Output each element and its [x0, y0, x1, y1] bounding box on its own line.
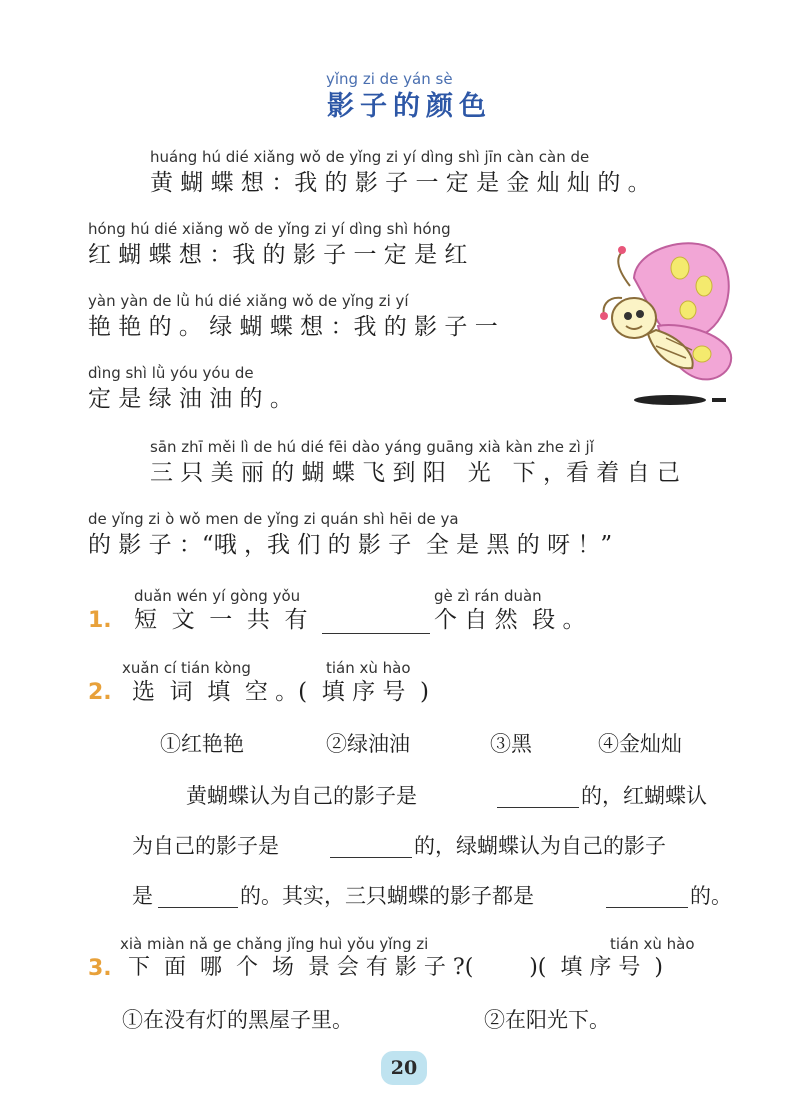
q1-number: 1. — [88, 608, 112, 633]
passage-pinyin-5: sān zhī měi lì de hú dié fēi dào yáng guāng xià kàn zhe zì jǐ — [150, 438, 594, 456]
q1-text-b: 个 自 然 段 。 — [434, 607, 586, 633]
q2-line-3-b: 的。其实，三只蝴蝶的影子都是 — [240, 884, 534, 908]
q2-option-2: ②绿油油 — [326, 732, 410, 756]
q2-blank-1[interactable] — [497, 807, 579, 808]
q2-blank-3[interactable] — [158, 907, 238, 908]
passage-line-6: 的 影 子 ：“哦 ，我 们 的 影 子 全 是 黑 的 呀 ！” — [88, 532, 613, 558]
q1-pinyin-a: duǎn wén yí gòng yǒu — [134, 587, 301, 605]
passage-pinyin-4: dìng shì lǜ yóu yóu de — [88, 364, 254, 382]
passage-line-3: 艳 艳 的 。 绿 蝴 蝶 想 ：我 的 影 子 一 — [88, 314, 498, 340]
q2-option-3: ③黑 — [490, 732, 532, 756]
title-pinyin: yǐng zi de yán sè — [326, 70, 453, 88]
q1-answer-blank[interactable] — [322, 633, 430, 634]
q2-blank-4[interactable] — [606, 907, 688, 908]
q3-pinyin-b: tián xù hào — [610, 935, 695, 953]
passage-pinyin-3: yàn yàn de lǜ hú dié xiǎng wǒ de yǐng zi yí — [88, 292, 409, 310]
q2-line-2-b: 的，绿蝴蝶认为自己的影子 — [414, 834, 666, 858]
page-title: 影子的颜色 — [327, 91, 492, 122]
passage-pinyin-6: de yǐng zi ò wǒ men de yǐng zi quán shì hēi de ya — [88, 510, 459, 528]
passage-line-5: 三 只 美 丽 的 蝴 蝶 飞 到 阳 光 下 ，看 着 自 己 — [150, 460, 680, 486]
page-number-badge — [381, 1051, 427, 1085]
passage-line-4: 定 是 绿 油 油 的 。 — [88, 386, 293, 412]
butterfly-illustration — [596, 238, 766, 414]
q2-line-3-a: 是 — [132, 884, 153, 908]
q3-pinyin-a: xià miàn nǎ ge chǎng jǐng huì yǒu yǐng zi — [120, 935, 429, 953]
q3-number: 3. — [88, 956, 112, 981]
q2-line-3-c: 的。 — [690, 884, 732, 908]
q1-pinyin-b: gè zì rán duàn — [434, 587, 542, 605]
q2-number: 2. — [88, 680, 112, 705]
q2-option-1: ①红艳艳 — [160, 732, 244, 756]
q2-line-2-a: 为自己的影子是 — [132, 834, 279, 858]
q2-pinyin-a: xuǎn cí tián kòng — [122, 659, 251, 677]
passage-pinyin-2: hóng hú dié xiǎng wǒ de yǐng zi yí dìng shì hóng — [88, 220, 451, 238]
q2-pinyin-b: tián xù hào — [326, 659, 411, 677]
q3-instruction: 下 面 哪 个 场 景 会 有 影 子 ?( )( 填 序 号 ) — [128, 955, 663, 980]
q2-option-4: ④金灿灿 — [598, 732, 682, 756]
passage-pinyin-1: huáng hú dié xiǎng wǒ de yǐng zi yí dìng shì jīn càn càn de — [150, 148, 590, 166]
passage-line-1: 黄 蝴 蝶 想 ：我 的 影 子 一 定 是 金 灿 灿 的 。 — [150, 170, 651, 196]
q3-option-1: ①在没有灯的黑屋子里。 — [122, 1008, 353, 1032]
q3-option-2: ②在阳光下。 — [484, 1008, 610, 1032]
q2-line-1-b: 的，红蝴蝶认 — [581, 784, 707, 808]
q2-blank-2[interactable] — [330, 857, 412, 858]
passage-line-2: 红 蝴 蝶 想 ：我 的 影 子 一 定 是 红 — [88, 242, 468, 268]
q2-line-1-a: 黄蝴蝶认为自己的影子是 — [186, 784, 417, 808]
q2-instruction: 选 词 填 空 。( 填 序 号 ) — [132, 679, 429, 705]
q1-text-a: 短 文 一 共 有 — [134, 607, 308, 633]
page-number: 20 — [390, 1057, 418, 1079]
